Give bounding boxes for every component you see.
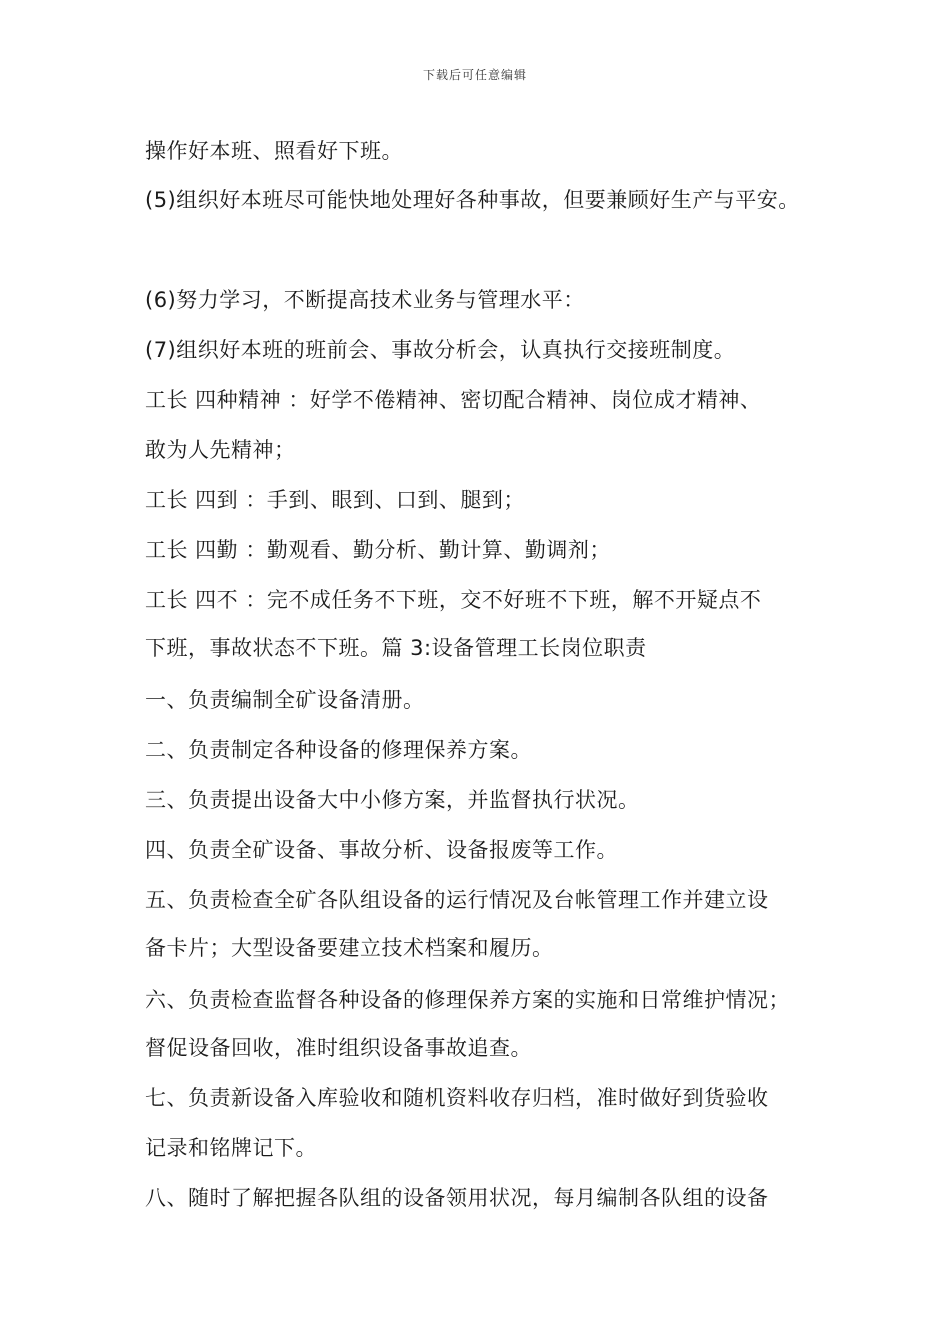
text-line: 八、随时了解把握各队组的设备领用状况，每月编制各队组的设备: [145, 1186, 769, 1210]
text-line: 七、负责新设备入库验收和随机资料收存归档，准时做好到货验收: [145, 1086, 769, 1110]
text-line: 二、负责制定各种设备的修理保养方案。: [145, 738, 532, 762]
text-line: 三、负责提出设备大中小修方案，并监督执行状况。: [145, 788, 640, 812]
text-line: (7)组织好本班的班前会、事故分析会，认真执行交接班制度。: [145, 338, 736, 362]
text-line: 一、负责编制全矿设备清册。: [145, 688, 425, 712]
text-line: 记录和铭牌记下。: [145, 1136, 317, 1160]
text-line: 四、负责全矿设备、事故分析、设备报废等工作。: [145, 838, 618, 862]
text-line: 敢为人先精神；: [145, 438, 296, 462]
text-line: 下班，事故状态不下班。篇 3:设备管理工长岗位职责: [145, 636, 647, 660]
text-line: 操作好本班、照看好下班。: [145, 139, 403, 163]
text-line: 工长 四勤 ：勤观看、勤分析、勤计算、勤调剂；: [145, 538, 611, 562]
text-line: 督促设备回收，准时组织设备事故追查。: [145, 1036, 532, 1060]
text-line: 备卡片；大型设备要建立技术档案和履历。: [145, 936, 554, 960]
text-line: (5)组织好本班尽可能快地处理好各种事故，但要兼顾好生产与平安。: [145, 188, 800, 212]
text-line: (6)努力学习，不断提高技术业务与管理水平：: [145, 288, 585, 312]
text-line: 五、负责检查全矿各队组设备的运行情况及台帐管理工作并建立设: [145, 888, 769, 912]
text-line: 工长 四种精神 ：好学不倦精神、密切配合精神、岗位成才精神、: [145, 388, 762, 412]
text-line: 工长 四不 ：完不成任务不下班，交不好班不下班，解不开疑点不: [145, 588, 762, 612]
text-line: 工长 四到 ：手到、眼到、口到、腿到；: [145, 488, 525, 512]
text-line: 六、负责检查监督各种设备的修理保养方案的实施和日常维护情况；: [145, 988, 790, 1012]
page-header: 下载后可任意编辑: [422, 68, 527, 82]
